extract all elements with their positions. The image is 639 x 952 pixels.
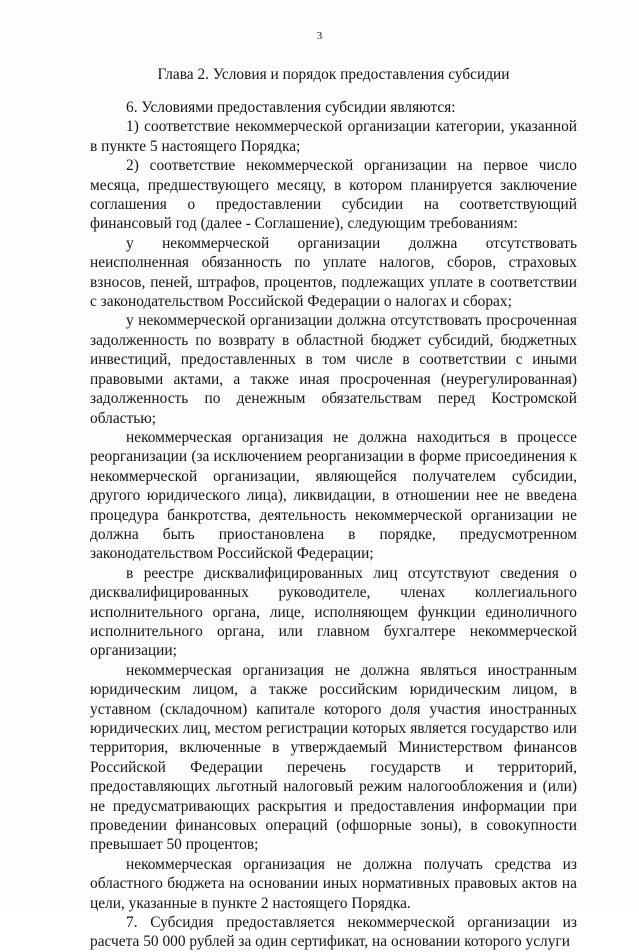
paragraph-condition-2: 2) соответствие некоммерческой организации на первое число месяца, предшествующего месяцу, в котором планируется заключение соглашения о предоставлении субсидии на соответствующий финансовый год (далее - Соглашение), следующим требованиям: <box>90 157 577 233</box>
paragraph-requirement-foreign: некоммерческая организация не должна являться иностранным юридическим лицом, а также российским юридическим лицом, в уставном (складочном) капитале которого доля участия иностранных юридических лиц, местом регистрации которых является государство или территория, включенные в утверждаемый Министерством финансов Российской Федерации перечень государств и территорий, предоставляющих льготный налоговый режим налогообложения и (или) не предусматривающих раскрытия и предоставления информации при проведении финансовых операций (офшорные зоны), в совокупности превышает 50 процентов; <box>90 661 577 854</box>
paragraph-requirement-taxes: у некоммерческой организации должна отсутствовать неисполненная обязанность по уплате налогов, сборов, страховых взносов, пеней, штрафов, процентов, подлежащих уплате в соответствии с законодательством Российской Федерации о налогах и сборах; <box>90 234 577 311</box>
paragraph-requirement-reorganization: некоммерческая организация не должна находиться в процессе реорганизации (за исключением реорганизации в форме присоединения к некоммерческой организации, являющейся получателем субсидии, другого юридического лица), ликвидации, в отношении нее не введена процедура банкротства, деятельность некоммерческой организации не должна быть приостановлена в порядке, предусмотренном законодательством Российской Федерации; <box>90 428 577 563</box>
chapter-title: Глава 2. Условия и порядок предоставления субсидии <box>157 66 510 83</box>
paragraph-subsidy-amount: 7. Субсидия предоставляется некоммерческой организации из расчета 50 000 рублей за один сертификат, на основании которого услуги <box>90 914 577 951</box>
page-number: 3 <box>316 30 323 42</box>
paragraph-requirement-disqualified: в реестре дисквалифицированных лиц отсутствуют сведения о дисквалифицированных руководителе, членах коллегиального исполнительного органа, лице, исполняющем функции единоличного исполнительного органа, или главном бухгалтере некоммерческой организации; <box>90 564 577 660</box>
paragraph-conditions-intro: 6. Условиями предоставления субсидии являются: <box>126 99 456 116</box>
document-body <box>90 98 577 952</box>
paragraph-requirement-debt: у некоммерческой организации должна отсутствовать просроченная задолженность по возврату в областной бюджет субсидий, бюджетных инвестиций, предоставленных в том числе в соответствии с иными правовыми актами, а также иная просроченная (неурегулированная) задолженность по денежным обязательствам перед Костромской областью; <box>90 312 577 427</box>
paragraph-condition-1: 1) соответствие некоммерческой организации категории, указанной в пункте 5 настоящего Порядка; <box>90 118 577 155</box>
paragraph-requirement-other-funds: некоммерческая организация не должна получать средства из областного бюджета на основании иных нормативных правовых актов на цели, указанные в пункте 2 настоящего Порядка. <box>90 855 577 912</box>
